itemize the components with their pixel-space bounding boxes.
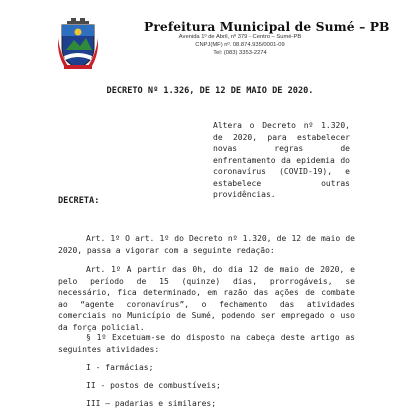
decree-summary: Altera o Decreto nº 1.320, de 2020, para estabelecer novas regras de enfrentamento da epidemia do coronavírus (COVID-19), e estabelece outras providências. [213,121,350,199]
municipal-coat-of-arms-icon [58,18,98,70]
phone-line: Tel: (083) 3353-2274 [213,50,267,56]
list-item: III – padarias e similares; [86,399,217,408]
decree-title: DECRETO Nº 1.326, DE 12 DE MAIO DE 2020. [106,86,314,96]
address-line: Avenida 1º de Abril, nº 379 - Centro – Sumé-PB [178,34,302,40]
organization-title: Prefeitura Municipal de Sumé – PB [144,19,390,34]
document-header [0,0,420,78]
decreta-heading: DECRETA: [58,196,100,206]
list-item: II - postos de combustíveis; [86,381,221,390]
paragraph-clause: § 1º Excetuam-se do disposto na cabeça deste artigo as seguintes atividades: [58,333,355,354]
cnpj-line: CNPJ(MF) nº. 08.874.935/0001-09 [195,42,285,48]
article-paragraph: Art. 1º O art. 1º do Decreto nº 1.320, de 12 de maio de 2020, passa a vigorar com a seguinte redação: [58,234,355,255]
article-paragraph: Art. 1º A partir das 0h, do dia 12 de maio de 2020, e pelo período de 15 (quinze) dias, prorrogáveis, se necessário, fica determinado, em razão das ações de combate ao “agente coronavírus”, o fechamento das atividades comerciais no Município de Sumé, podendo ser empregado o uso da força policial. [58,265,355,332]
list-item: I - farmácias; [86,363,154,372]
